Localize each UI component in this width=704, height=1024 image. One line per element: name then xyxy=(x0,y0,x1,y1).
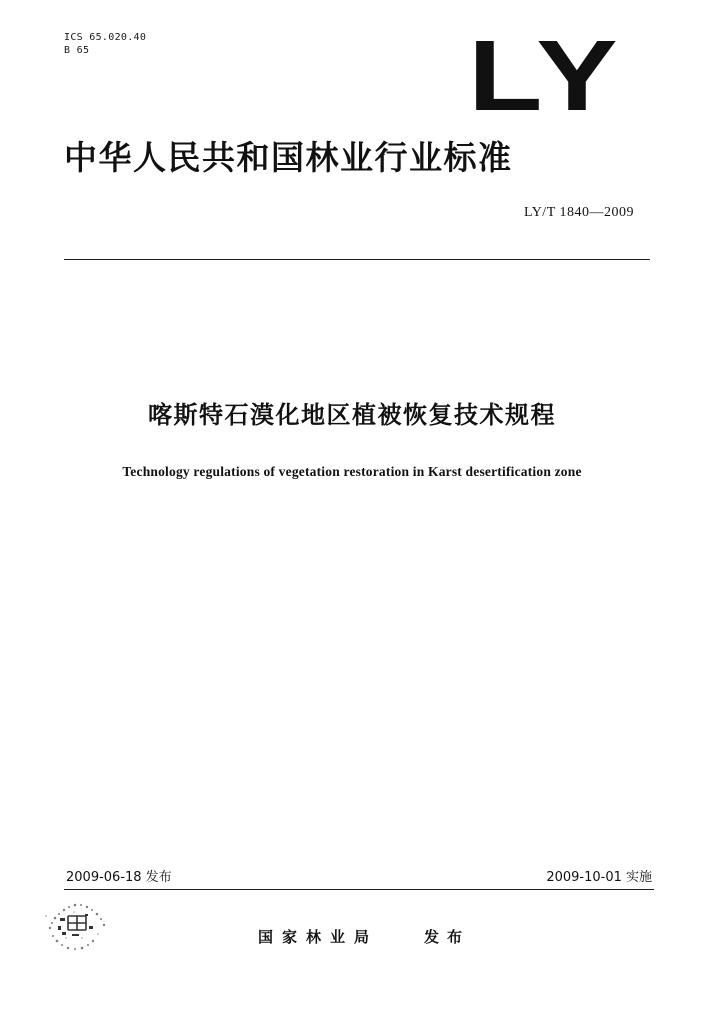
standard-type-title: 中华人民共和国林业行业标准 xyxy=(64,138,513,177)
issuing-authority: 国家林业局 xyxy=(258,928,379,946)
publish-label: 发布 xyxy=(424,928,471,946)
classification-codes xyxy=(64,31,146,57)
document-title-english: Technology regulations of vegetation restoration in Karst desertification zone xyxy=(122,464,582,479)
top-divider xyxy=(64,259,650,260)
ics-code: ICS 65.020.40 xyxy=(64,32,147,43)
ccs-code: B 65 xyxy=(64,45,90,56)
ly-logo: LY xyxy=(468,20,623,132)
implementation-date: 2009-10-01 实施 xyxy=(546,870,652,885)
document-title-chinese: 喀斯特石漠化地区植被恢复技术规程 xyxy=(148,401,556,429)
publisher-seal-icon xyxy=(38,888,114,960)
standard-number: LY/T 1840—2009 xyxy=(524,205,634,220)
issue-date: 2009-06-18 发布 xyxy=(66,870,172,885)
bottom-divider xyxy=(64,889,654,890)
